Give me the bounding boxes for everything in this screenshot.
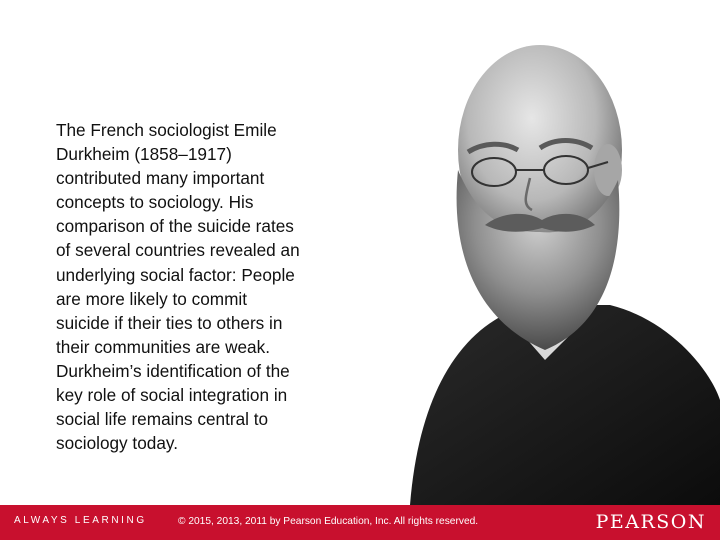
portrait-caption <box>56 118 356 455</box>
caption-line: sociology today. <box>56 433 178 454</box>
footer-copyright: © 2015, 2013, 2011 by Pearson Education, Inc. All rights reserved. <box>178 516 479 527</box>
caption-line: social life remains central to <box>56 409 269 430</box>
caption-line: suicide if their ties to others in <box>56 312 283 333</box>
caption-line: underlying social factor: People <box>56 264 295 285</box>
caption-line: key role of social integration in <box>56 385 288 406</box>
pearson-logo: PEARSON <box>595 511 706 533</box>
footer-bar <box>0 505 720 540</box>
footer-tagline: ALWAYS LEARNING <box>14 515 147 526</box>
caption-line: concepts to sociology. His <box>56 192 254 213</box>
caption-line: are more likely to commit <box>56 288 248 309</box>
caption-line: comparison of the suicide rates <box>56 216 294 237</box>
durkheim-portrait <box>380 20 720 505</box>
caption-line: of several countries revealed an <box>56 240 300 261</box>
caption-line: their communities are weak. <box>56 336 270 357</box>
caption-line: Durkheim (1858–1917) <box>56 144 232 165</box>
caption-line: The French sociologist Emile <box>56 120 277 140</box>
caption-line: Durkheim’s identification of the <box>56 360 290 381</box>
caption-line: contributed many important <box>56 168 265 189</box>
